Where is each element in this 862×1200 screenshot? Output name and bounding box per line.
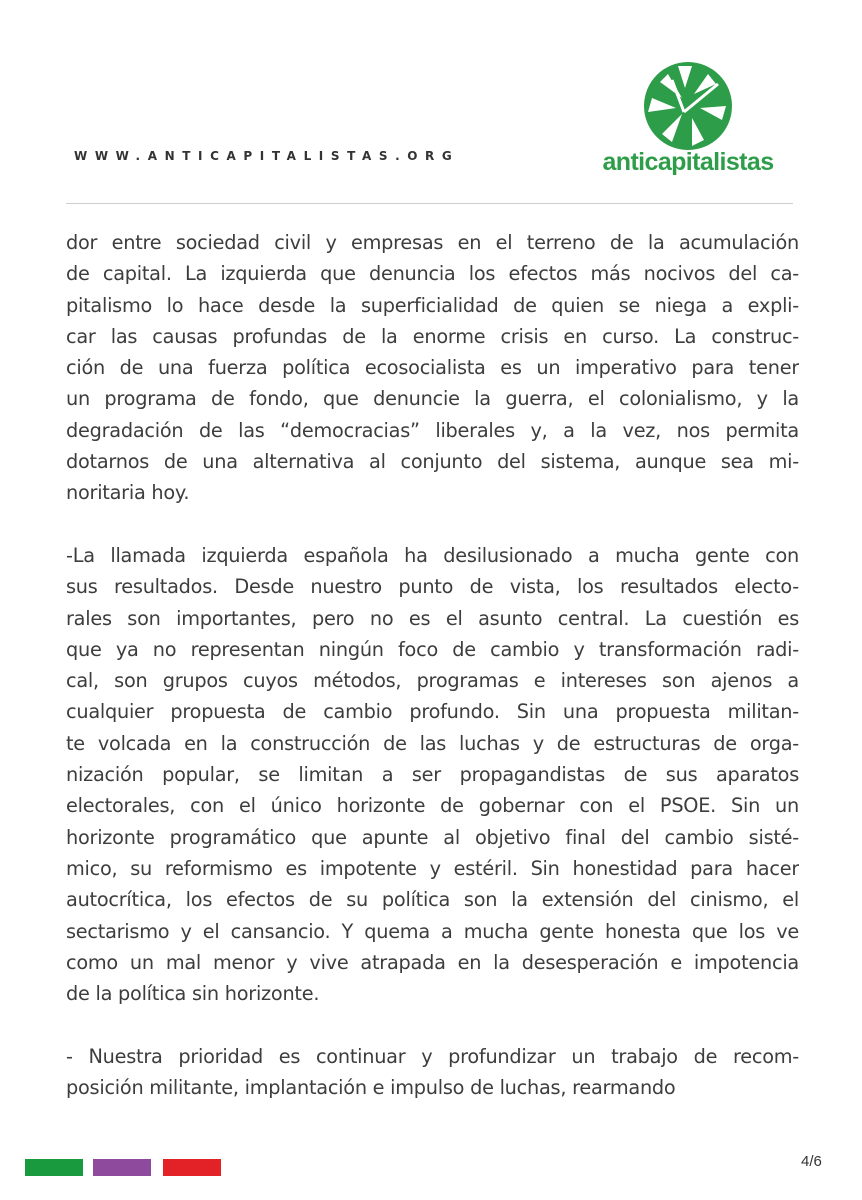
page-number: 4/6 (801, 1153, 822, 1170)
text-line: - Nuestra prioridad es continuar y profundizar un trabajo de recom- (66, 1044, 799, 1068)
red-bar (163, 1159, 221, 1176)
paragraph (66, 1041, 799, 1104)
purple-bar (93, 1159, 151, 1176)
text-line: de la política sin horizonte. (66, 982, 320, 1006)
article-body (66, 227, 799, 1103)
text-line: dor entre sociedad civil y empresas en el terreno de la acumulación (66, 231, 799, 254)
text-line: -La llamada izquierda española ha desilusionado a mucha gente con (66, 543, 799, 567)
text-line: pitalismo lo hace desde la superficialidad de quien se niega a expli- (66, 293, 799, 317)
text-line: noritaria hoy. (66, 481, 190, 505)
paragraph (66, 540, 799, 1009)
text-line: mico, su reformismo es impotente y estéril. Sin honestidad para hacer (66, 856, 799, 880)
text-line: horizonte programático que apunte al objetivo final del cambio sisté- (66, 825, 799, 849)
text-line: como un mal menor y vive atrapada en la desesperación e impotencia (66, 950, 799, 974)
text-line: electorales, con el único horizonte de gobernar con el PSOE. Sin un (66, 794, 799, 818)
logo-star-icon (642, 62, 734, 150)
anticapitalistas-logo (596, 62, 780, 182)
text-line: nización popular, se limitan a ser propagandistas de sus aparatos (66, 763, 799, 787)
text-line: ción de una fuerza política ecosocialista es un imperativo para tener (66, 356, 799, 380)
text-line: autocrítica, los efectos de su política son la extensión del cinismo, el (66, 888, 799, 912)
header-url: WWW.ANTICAPITALISTAS.ORG (74, 149, 460, 163)
text-line: dotarnos de una alternativa al conjunto del sistema, aunque sea mi- (66, 450, 799, 474)
text-line: cualquier propuesta de cambio profundo. Sin una propuesta militan- (66, 700, 799, 724)
paragraph (66, 227, 799, 509)
text-line: un programa de fondo, que denuncie la guerra, el colonialismo, y la (66, 387, 799, 411)
logo-wordmark: anticapitalistas (602, 148, 774, 176)
text-line: que ya no representan ningún foco de cambio y transformación radi- (66, 637, 799, 661)
text-line: rales son importantes, pero no es el asunto central. La cuestión es (66, 606, 799, 630)
text-line: sectarismo y el cansancio. Y quema a mucha gente honesta que los ve (66, 919, 799, 943)
green-bar (25, 1159, 83, 1176)
header-divider (66, 203, 793, 204)
text-line: degradación de las “democracias” liberales y, a la vez, nos permita (66, 418, 799, 442)
text-line: car las causas profundas de la enorme crisis en curso. La construc- (66, 324, 799, 348)
text-line: cal, son grupos cuyos métodos, programas e intereses son ajenos a (66, 669, 799, 693)
text-line: sus resultados. Desde nuestro punto de vista, los resultados electo- (66, 575, 799, 599)
text-line: posición militante, implantación e impulso de luchas, rearmando (66, 1076, 676, 1100)
text-line: de capital. La izquierda que denuncia los efectos más nocivos del ca- (66, 262, 799, 286)
text-line: te volcada en la construcción de las luchas y de estructuras de orga- (66, 731, 799, 755)
